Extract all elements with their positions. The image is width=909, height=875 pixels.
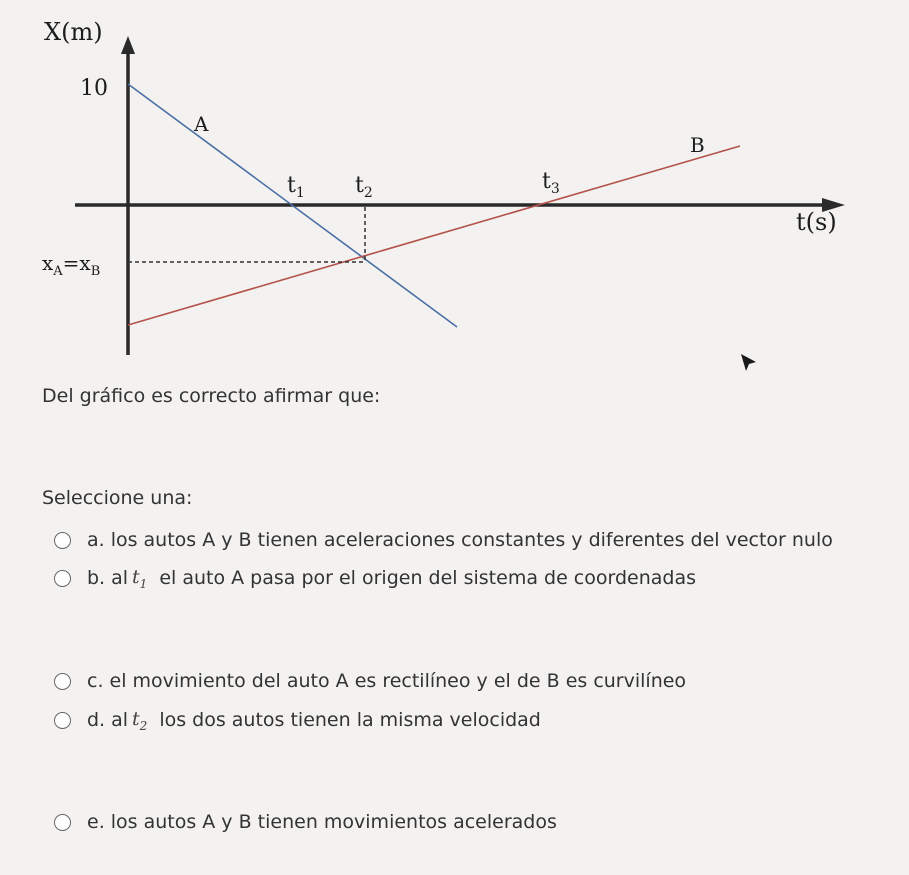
radio-option-b[interactable] bbox=[54, 570, 71, 587]
option-e-letter: e. bbox=[87, 811, 105, 833]
select-one-label: Seleccione una: bbox=[42, 487, 193, 509]
option-e[interactable] bbox=[54, 811, 557, 833]
option-d-pre: al bbox=[111, 709, 129, 732]
option-c-letter: c. bbox=[87, 670, 104, 692]
option-b-pre: al bbox=[111, 567, 129, 590]
option-c[interactable] bbox=[54, 670, 686, 692]
option-b-text: el auto A pasa por el origen del sistema de coordenadas bbox=[159, 567, 697, 590]
option-a-letter: a. bbox=[87, 529, 105, 551]
option-a[interactable] bbox=[54, 529, 833, 551]
question-prompt: Del gráfico es correcto afirmar que: bbox=[42, 385, 381, 407]
mouse-pointer-icon bbox=[738, 353, 760, 375]
intersection-label: $x_A=x_B$ bbox=[42, 251, 101, 279]
radio-option-a[interactable] bbox=[54, 532, 71, 549]
option-c-text: el movimiento del auto A es rectilíneo y el de B es curvilíneo bbox=[109, 670, 687, 692]
y-tick-label: 10 bbox=[80, 76, 108, 101]
line-a-label: A bbox=[194, 112, 209, 136]
option-d-letter: d. bbox=[87, 709, 106, 732]
radio-option-c[interactable] bbox=[54, 673, 71, 690]
option-b[interactable] bbox=[54, 566, 696, 591]
option-d[interactable] bbox=[54, 708, 541, 733]
line-b-label: B bbox=[690, 133, 705, 157]
option-a-text: los autos A y B tienen aceleraciones constantes y diferentes del vector nulo bbox=[110, 529, 833, 551]
x-axis-label: t(s) bbox=[796, 208, 837, 236]
position-time-graph bbox=[0, 0, 909, 380]
y-axis-arrow-icon bbox=[121, 36, 135, 54]
t1-label: $t_1$ bbox=[287, 173, 305, 201]
radio-option-d[interactable] bbox=[54, 712, 71, 729]
option-b-time-variable: $t_1$ bbox=[132, 566, 148, 591]
option-e-text: los autos A y B tienen movimientos acelerados bbox=[110, 811, 557, 833]
t3-label: $t_3$ bbox=[542, 169, 560, 197]
t2-label: $t_2$ bbox=[355, 173, 373, 201]
option-d-text: los dos autos tienen la misma velocidad bbox=[159, 709, 541, 732]
y-axis-label: X(m) bbox=[44, 18, 103, 46]
option-d-time-variable: $t_2$ bbox=[132, 708, 148, 733]
radio-option-e[interactable] bbox=[54, 814, 71, 831]
line-b bbox=[128, 146, 740, 325]
option-b-letter: b. bbox=[87, 567, 106, 590]
